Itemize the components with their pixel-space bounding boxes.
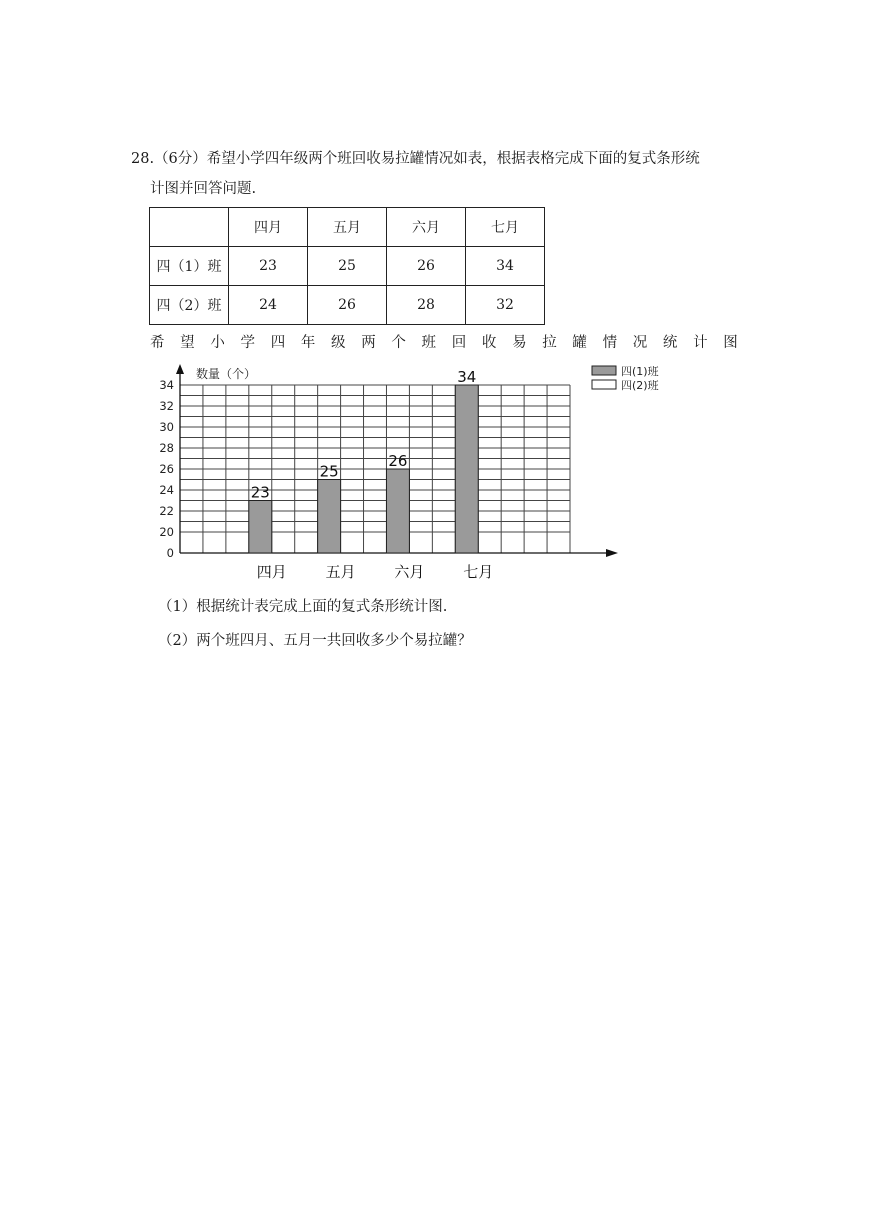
bar-chart <box>150 362 690 588</box>
chart-title-char: 拉 <box>542 335 557 351</box>
y-tick-label: 34 <box>159 378 174 392</box>
chart-title-char: 两 <box>361 335 376 351</box>
chart-title-char: 个 <box>391 335 406 351</box>
chart-title-char: 罐 <box>572 335 587 351</box>
data-label: 23 <box>250 483 270 502</box>
table-header-cell: 四月 <box>229 208 308 247</box>
legend-label: 四(2)班 <box>621 379 659 392</box>
chart-title-char: 统 <box>662 335 678 351</box>
x-tick-label: 六月 <box>394 563 425 581</box>
y-tick-label: 22 <box>159 504 174 518</box>
bar-五月 <box>318 480 341 554</box>
table-cell: 23 <box>229 247 308 286</box>
chart-title-char: 望 <box>180 335 195 351</box>
chart-title-char: 班 <box>421 335 437 351</box>
x-tick-label: 四月 <box>256 563 287 581</box>
data-label: 34 <box>457 368 477 386</box>
y-tick-label: 0 <box>166 546 174 560</box>
y-axis-arrow-icon <box>176 364 184 374</box>
table-row-label: 四（1）班 <box>150 247 229 286</box>
table-cell: 34 <box>466 247 545 286</box>
x-tick-label: 五月 <box>325 563 356 581</box>
chart-title-char: 情 <box>602 335 618 351</box>
chart-title-char: 学 <box>240 335 256 351</box>
y-tick-label: 20 <box>159 525 174 539</box>
chart-title-char: 回 <box>451 335 467 351</box>
chart-title-char: 收 <box>481 335 497 351</box>
table-row-label: 四（2）班 <box>150 286 229 325</box>
table-header-cell: 七月 <box>466 208 545 247</box>
chart-title-char: 四 <box>270 335 286 351</box>
y-tick-label: 24 <box>159 483 174 497</box>
chart-title-char: 计 <box>693 335 708 351</box>
subquestion-2: （2）两个班四月、五月一共回收多少个易拉罐？ <box>158 633 472 649</box>
legend-label: 四(1)班 <box>621 365 659 378</box>
table-header-row <box>150 208 545 247</box>
table-cell: 28 <box>387 286 466 325</box>
data-label: 26 <box>388 452 408 470</box>
table-row <box>150 286 545 325</box>
chart-title-char: 小 <box>210 335 225 351</box>
legend-swatch <box>592 380 616 389</box>
bar-六月 <box>386 469 409 553</box>
chart-title-char: 况 <box>632 335 648 351</box>
table-header-cell: 六月 <box>387 208 466 247</box>
bar-四月 <box>249 501 272 554</box>
y-tick-label: 30 <box>159 420 174 434</box>
table-corner-cell <box>150 208 229 247</box>
table-cell: 26 <box>308 286 387 325</box>
legend-swatch <box>592 366 616 375</box>
chart-title-char: 易 <box>512 335 527 351</box>
chart-title-char: 图 <box>723 335 738 351</box>
bar-七月 <box>455 385 478 553</box>
chart-title-char: 级 <box>331 335 346 351</box>
chart-title-char: 希 <box>150 335 165 351</box>
y-tick-label: 26 <box>159 462 174 476</box>
table-cell: 26 <box>387 247 466 286</box>
data-table <box>149 207 545 325</box>
table-row <box>150 247 545 286</box>
data-label: 25 <box>319 462 339 481</box>
table-cell: 32 <box>466 286 545 325</box>
x-tick-label: 七月 <box>463 563 494 581</box>
table-header-cell: 五月 <box>308 208 387 247</box>
y-tick-label: 32 <box>159 399 174 413</box>
question-text-continued: 计图并回答问题. <box>150 181 257 197</box>
table-cell: 24 <box>229 286 308 325</box>
chart-title <box>150 331 738 352</box>
chart-legend <box>592 364 659 392</box>
chart-title-char: 年 <box>300 335 316 351</box>
y-tick-label: 28 <box>159 441 174 455</box>
y-axis-label: 数量（个） <box>196 367 257 381</box>
question-text: 28.（6分）希望小学四年级两个班回收易拉罐情况如表，根据表格完成下面的复式条形统 <box>131 151 700 167</box>
x-axis-arrow-icon <box>606 549 618 557</box>
subquestion-1: （1）根据统计表完成上面的复式条形统计图. <box>158 599 448 615</box>
table-cell: 25 <box>308 247 387 286</box>
